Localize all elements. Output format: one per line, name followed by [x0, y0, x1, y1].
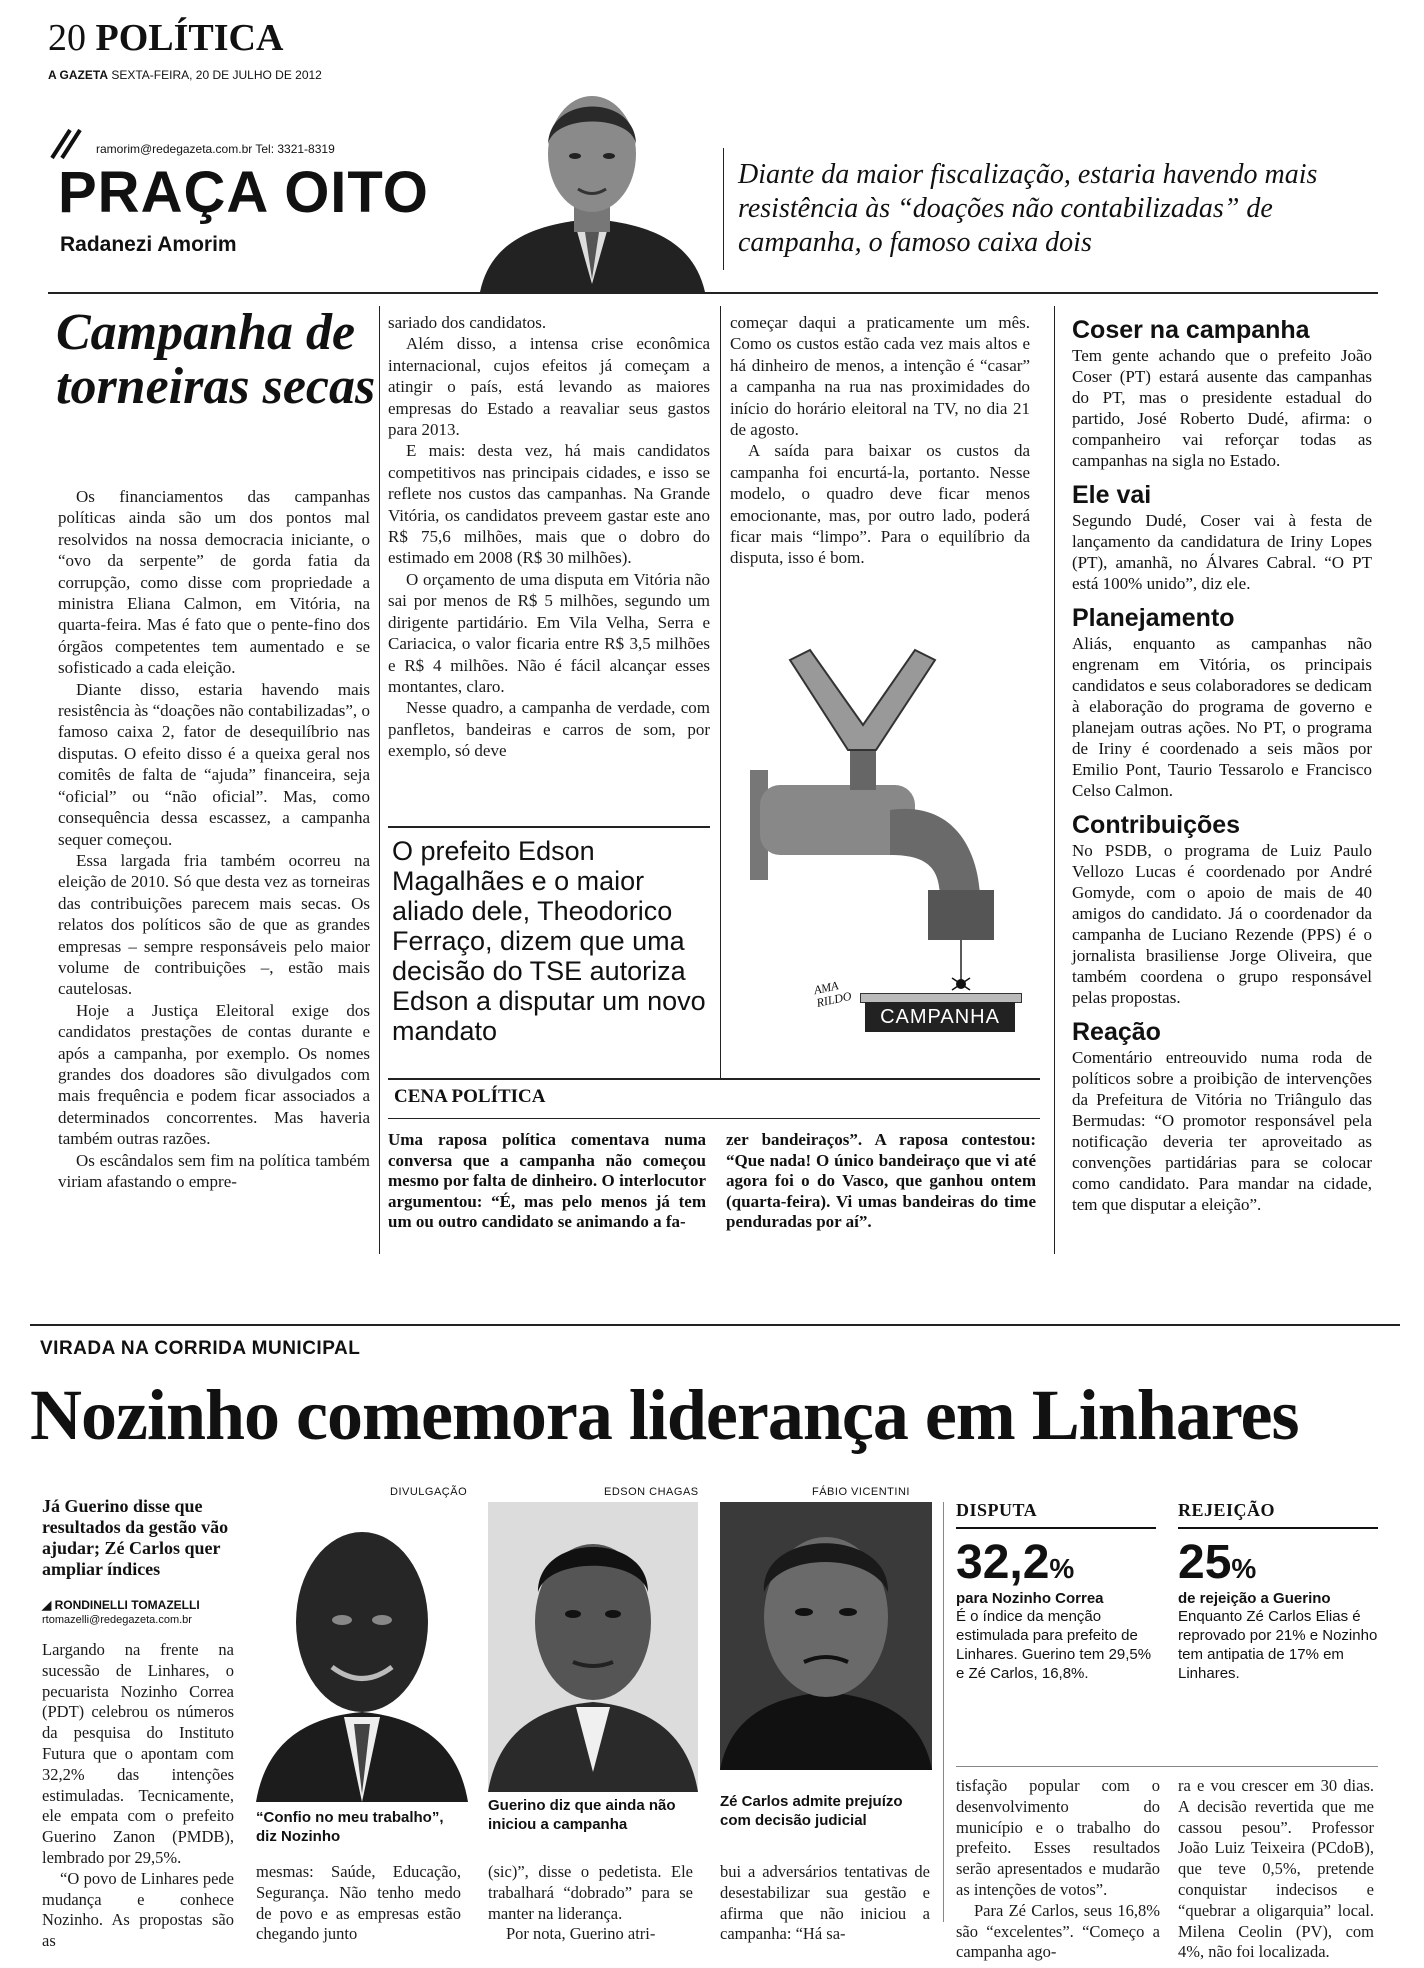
notes-column	[1072, 316, 1372, 1225]
linhares-col-1	[42, 1640, 234, 1952]
campanha-sign: CAMPANHA	[865, 1002, 1015, 1032]
photo-caption: Guerino diz que ainda não iniciou a campanha	[488, 1797, 676, 1833]
note	[1072, 604, 1372, 801]
ze-carlos-photo	[720, 1502, 932, 1770]
photo-caption: Zé Carlos admite prejuízo com decisão judicial	[720, 1793, 903, 1829]
cena-title: CENA POLÍTICA	[394, 1086, 546, 1107]
kicker: VIRADA NA CORRIDA MUNICIPAL	[40, 1338, 361, 1359]
linhares-col-4	[720, 1862, 930, 1945]
stat-box-rejeicao	[1178, 1500, 1378, 1683]
stat-figure: 25	[1178, 1536, 1232, 1589]
guerino-photo	[488, 1502, 698, 1792]
section-rule	[30, 1324, 1400, 1326]
paragraph: “O povo de Linhares pede mudança e conhece Nozinho. As propostas são as	[42, 1868, 234, 1951]
stat-subtitle: de rejeição a Guerino	[1178, 1590, 1331, 1607]
paragraph: sariado dos candidatos.	[388, 313, 547, 332]
paragraph: Nesse quadro, a campanha de verdade, com panfletos, bandeiras e carros de som, por exemplo, só deve	[388, 698, 710, 761]
quote-divider	[723, 148, 724, 270]
byline-name: RONDINELLI TOMAZELLI	[54, 1598, 200, 1612]
page-header	[48, 16, 283, 60]
linhares-headline: Nozinho comemora liderança em Linhares	[30, 1375, 1299, 1455]
paragraph: E mais: desta vez, há mais candidatos competitivos nas principais cidades, e isso se reflete nos custos das campanhas. Na Grande Vitória, os candidatos preveem gastar este ano R$ 75,6 milhões, mais que o dobro do estimado em 2008 (R$ 30 milhões).	[388, 441, 710, 568]
column-divider	[1054, 306, 1055, 1254]
photo-credit: DIVULGAÇÃO	[390, 1486, 468, 1498]
author-photo	[470, 74, 715, 292]
photo-credit: EDSON CHAGAS	[604, 1486, 699, 1498]
slash-logo-icon	[46, 126, 86, 160]
column-author: Radanezi Amorim	[60, 233, 237, 256]
linhares-col-2	[256, 1862, 461, 1945]
stat-figure-line	[956, 1535, 1156, 1590]
stat-text: Enquanto Zé Carlos Elias é reprovado por 21% e Nozinho tem antipatia de 17% em Linhares.	[1178, 1608, 1378, 1682]
note-title: Coser na campanha	[1072, 316, 1310, 344]
deck: Já Guerino disse que resultados da gestão vão ajudar; Zé Carlos quer ampliar índices	[42, 1496, 229, 1579]
byline-email: rtomazelli@redegazeta.com.br	[42, 1614, 192, 1626]
cena-col-2: zer bandeiraços”. A raposa contestou: “Que nada! O único bandeiraço que vi até agora foi o do Vasco, que ganhou ontem (quarta-feira). Vi umas bandeiras do time penduradas por aí”.	[726, 1130, 1036, 1231]
stat-unit: %	[1049, 1553, 1075, 1584]
paragraph: Diante disso, estaria havendo mais resistência às “doações não contabilizadas”, o famoso caixa 2, fator de desequilíbrio nas disputas. O efeito disso é a queixa geral nos comitês de falta de “ajuda” financeira, seja “oficial” ou “não oficial”. Mas, como consequência dessa escassez, a campanha sequer começou.	[58, 679, 370, 849]
note-title: Planejamento	[1072, 604, 1235, 632]
cena-col-1: Uma raposa política comentava numa conversa que a campanha não começou mesmo por falta de dinheiro. O interlocutor argumentou: “É, mas pelo menos já tem um ou outro candidato se animando a fa-	[388, 1130, 706, 1231]
column-title: PRAÇA OITO	[58, 160, 429, 225]
paragraph: tisfação popular com o desenvolvimento do município e o trabalho do prefeito. Esses resultados serão apresentados e mudarão as intenções de votos”.	[956, 1776, 1160, 1899]
main-col-2	[388, 312, 710, 762]
main-col-1	[58, 486, 370, 1192]
faucet-cartoon	[730, 600, 1040, 1045]
photo-caption: “Confio no meu trabalho”, diz Nozinho	[256, 1809, 444, 1845]
paragraph: (sic)”, disse o pedetista. Ele trabalhará “dobrado” para se manter na liderança.	[488, 1862, 693, 1923]
stat-unit: %	[1231, 1553, 1257, 1584]
paragraph: Os escândalos sem fim na política também viriam afastando o empre-	[58, 1150, 370, 1191]
linhares-col-3	[488, 1862, 693, 1945]
paragraph: ra e vou crescer em 30 dias. A decisão revertida que me cassou pesou”. Professor João Luiz Teixeira (PCdoB), que teve 0,5%, pretende conquistar indecisos e “quebrar a oligarquia” local. Milena Ceolin (PV), com 4%, não foi localizada.	[1178, 1776, 1374, 1962]
column-contact: ramorim@redegazeta.com.br Tel: 3321-8319	[96, 142, 335, 156]
pullquote: O prefeito Edson Magalhães e o maior aliado dele, Theodorico Ferraço, dizem que uma decisão do TSE autoriza Edson a disputar um novo mandato	[392, 836, 706, 1046]
column-quote: Diante da maior fiscalização, estaria havendo mais resistência às “doações não contabilizadas” de campanha, o famoso caixa dois	[738, 159, 1318, 258]
box-rule	[956, 1766, 1378, 1767]
stat-title: REJEIÇÃO	[1178, 1500, 1378, 1529]
paragraph: bui a adversários tentativas de desestabilizar sua gestão e afirma que não iniciou a campanha: “Há sa-	[720, 1862, 930, 1944]
note-title: Contribuições	[1072, 811, 1241, 839]
paragraph: Para Zé Carlos, seus 16,8% são “excelentes”. “Começo a campanha ago-	[956, 1900, 1160, 1962]
paragraph: Hoje a Justiça Eleitoral exige dos candidatos prestações de contas durante e após a campanha, por exemplo. Os nomes grandes dos doadores são divulgados com mais frequência e podem ficar associados a determinados concorrentes. Mas haveria também outras razões.	[58, 1000, 370, 1149]
note-text: Segundo Dudé, Coser vai à festa de lançamento da candidatura de Iriny Lopes (PT), amanhã, no Álvares Cabral. “O PT está 100% unido”, diz ele.	[1072, 511, 1372, 593]
main-col-3	[730, 312, 1030, 569]
stat-text: É o índice da menção estimulada para prefeito de Linhares. Guerino tem 29,5% e Zé Carlos, 16,8%.	[956, 1608, 1152, 1682]
paragraph: Por nota, Guerino atri-	[506, 1924, 656, 1944]
main-headline: Campanha de torneiras secas	[56, 304, 376, 415]
paper-name: A GAZETA	[48, 68, 108, 82]
note	[1072, 1018, 1372, 1215]
photo-credit: FÁBIO VICENTINI	[812, 1486, 910, 1498]
note	[1072, 316, 1372, 471]
note-title: Ele vai	[1072, 481, 1152, 509]
stat-figure: 32,2	[956, 1536, 1050, 1589]
paragraph: A saída para baixar os custos da campanha foi encurtá-la, portanto. Nesse modelo, o quadro deve ficar menos emocionante, mas, por outro lado, poderá ficar mais “limpo”. Para o equilíbrio da disputa, isso é bom.	[730, 441, 1030, 568]
note	[1072, 811, 1372, 1008]
stat-box-disputa	[956, 1500, 1156, 1683]
faucet-icon	[730, 600, 1040, 1045]
issue-date: SEXTA-FEIRA, 20 DE JULHO DE 2012	[111, 68, 322, 82]
column-divider	[943, 1502, 944, 1922]
nozinho-photo	[256, 1502, 468, 1802]
column-divider	[720, 306, 721, 1078]
paragraph: mesmas: Saúde, Educação, Segurança. Não tenho medo de povo e as empresas estão chegando junto	[256, 1862, 461, 1944]
column-divider	[379, 306, 380, 1254]
pen-icon: ◢	[42, 1598, 55, 1612]
paragraph: começar daqui a praticamente um mês. Como os custos estão cada vez mais altos e há dinheiro de menos, a intenção é “casar” a campanha na rua nas proximidades do início do horário eleitoral na TV, no dia 21 de agosto.	[730, 313, 1030, 440]
paragraph: Os financiamentos das campanhas políticas ainda são um dos pontos mal resolvidos na nossa democracia iniciante, o “ovo da serpente” de gorda fatia da corrupção, como disse com propriedade a ministra Eliana Calmon, em Vitória, na quarta-feira. Mas é fato que o pente-fino dos órgãos competentes tem aumentado e se sofisticado a cada eleição.	[58, 487, 370, 678]
paragraph: Além disso, a intensa crise econômica internacional, cujos efeitos já começam a atingir o país, está levando as maiores empresas do Estado a reavaliar seus gastos para 2013.	[388, 334, 710, 440]
cartoon-signature: AMA RILDO	[812, 978, 853, 1010]
cena-underline	[388, 1118, 1040, 1119]
page-number: 20	[48, 17, 86, 59]
stat-figure-line	[1178, 1535, 1378, 1590]
stat-subtitle: para Nozinho Correa	[956, 1590, 1104, 1607]
paragraph: Essa largada fria também ocorreu na eleição de 2010. Só que desta vez as torneiras das contribuições parecem mais secas. Os relatos dos políticos são de que as grandes empresas – sempre responsáveis pelo maior volume de contribuições –, estão mais cautelosas.	[58, 850, 370, 999]
cena-rule	[388, 1078, 1040, 1080]
note-text: Aliás, enquanto as campanhas não engrenam em Vitória, os principais candidatos e seus colaboradores se dedicam à elaboração do programa de governo e planejam outras ações. No PT, o programa de Iriny é coordenado a seis mãos por Emilio Pont, Taurio Tessarolo e Francisco Celso Calmon.	[1072, 634, 1372, 800]
header-rule	[48, 292, 1378, 294]
pullquote-rule	[388, 826, 710, 828]
note-text: Tem gente achando que o prefeito João Coser (PT) estará ausente das campanhas do PT, mas o presidente estadual do partido, José Roberto Dudé, afirma: o companheiro vai reforçar todas as campanhas na sigla no Estado.	[1072, 346, 1372, 470]
note-text: No PSDB, o programa de Luiz Paulo Vellozo Lucas é coordenado por André Gomyde, com o apoio de mais de 40 amigos do candidato. Já o coordenador da campanha de Luciano Rezende (PPS) é o jornalista brasiliense Jorge Oliveira, que também coordena o grupo responsável pelas propostas.	[1072, 841, 1372, 1007]
byline	[42, 1598, 200, 1612]
date-line	[48, 68, 322, 82]
note-text: Comentário entreouvido numa roda de políticos sobre a proibição de intervenções da Prefeitura de Vitória no Triângulo das Bermudas: “O promotor responsável pela notificação deveria ter aproveitado as convenções partidárias para se colocar como candidato. Para mandar na cidade, tem que disputar a eleição”.	[1072, 1048, 1372, 1214]
paragraph: O orçamento de uma disputa em Vitória não sai por menos de R$ 5 milhões, segundo um dirigente partidário. Em Vila Velha, Serra e Cariacica, o valor ficaria entre R$ 3,5 milhões e R$ 4 milhões. Não é fácil alcançar esses montantes, claro.	[388, 569, 710, 696]
note-title: Reação	[1072, 1018, 1161, 1046]
note	[1072, 481, 1372, 594]
stat-title: DISPUTA	[956, 1500, 1156, 1529]
paragraph: Largando na frente na sucessão de Linhares, o pecuarista Nozinho Correa (PDT) celebrou os números da pesquisa do Instituto Futura que o apontam com 32,2% das intenções estimuladas. Tecnicamente, ele empata com o prefeito Guerino Zanon (PMDB), lembrado por 29,5%.	[42, 1640, 234, 1867]
linhares-col-6	[1178, 1776, 1374, 1963]
section-name: POLÍTICA	[95, 17, 284, 59]
linhares-col-5	[956, 1776, 1160, 1963]
